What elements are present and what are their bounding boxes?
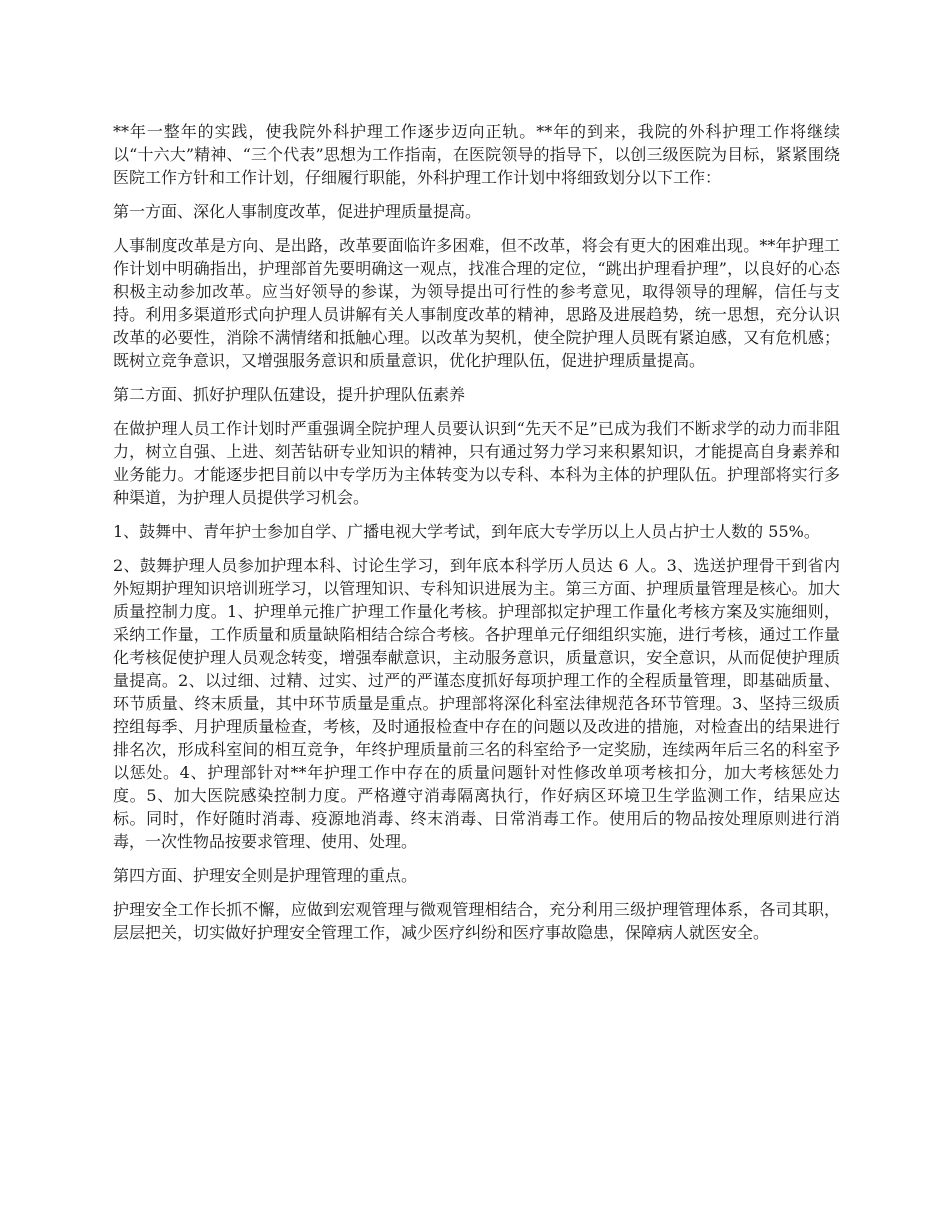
intro-paragraph: **年一整年的实践，使我院外科护理工作逐步迈向正轨。**年的到来，我院的外科护理工作将继续以“十六大”精神、“三个代表”思想为工作指南，在医院领导的指导下，以创三级医院为目标，紧紧围绕医院工作方针和工作计划，仔细履行职能，外科护理工作计划中将细致划分以下工作： <box>113 122 840 187</box>
section-body-1: 人事制度改革是方向、是出路，改革要面临许多困难，但不改革，将会有更大的困难出现。**年护理工作计划中明确指出，护理部首先要明确这一观点，找准合理的定位，“跳出护理看护理”，以良好的心态积极主动参加改革。应当好领导的参谋，为领导提出可行性的参考意见，取得领导的理解，信任与支持。利用多渠道形式向护理人员讲解有关人事制度改革的精神，思路及进展趋势，统一思想，充分认识改革的必要性，消除不满情绪和抵触心理。以改革为契机，使全院护理人员既有紧迫感，又有危机感；既树立竞争意识，又增强服务意识和质量意识，优化护理队伍，促进护理质量提高。 <box>113 236 840 370</box>
section-body-4: 护理安全工作长抓不懈，应做到宏观管理与微观管理相结合，充分利用三级护理管理体系，各司其职，层层把关，切实做好护理安全管理工作，减少医疗纠纷和医疗事故隐患，保障病人就医安全。 <box>113 900 840 942</box>
document-page <box>113 120 840 955</box>
list-item-1: 1、鼓舞中、青年护士参加自学、广播电视大学考试，到年底大专学历以上人员占护士人数的 55%。 <box>113 522 820 541</box>
section-heading-2: 第二方面、抓好护理队伍建设，提升护理队伍素养 <box>113 385 466 404</box>
list-item-2-and-section-3: 2、鼓舞护理人员参加护理本科、讨论生学习，到年底本科学历人员达 6 人。3、选送护理骨干到省内外短期护理知识培训班学习，以管理知识、专科知识进展为主。第三方面、护理质量管理是核心。加大质量控制力度。1、护理单元推广护理工作量化考核。护理部拟定护理工作量化考核方案及实施细则，采纳工作量，工作质量和质量缺陷相结合综合考核。各护理单元仔细组织实施，进行考核，通过工作量化考核促使护理人员观念转变，增强奉献意识，主动服务意识，质量意识，安全意识，从而促使护理质量提高。2、以过细、过精、过实、过严的严谨态度抓好每项护理工作的全程质量管理，即基础质量、环节质量、终末质量，其中环节质量是重点。护理部将深化科室法律规范各环节管理。3、坚持三级质控组每季、月护理质量检查，考核，及时通报检查中存在的问题以及改进的措施，对检查出的结果进行排名次，形成科室间的相互竞争，年终护理质量前三名的科室给予一定奖励，连续两年后三名的科室予以惩处。4、护理部针对**年护理工作中存在的质量问题针对性修改单项考核扣分，加大考核惩处力度。5、加大医院感染控制力度。严格遵守消毒隔离执行，作好病区环境卫生学监测工作，结果应达标。同时，作好随时消毒、疫源地消毒、终末消毒、日常消毒工作。使用后的物品按处理原则进行消毒，一次性物品按要求管理、使用、处理。 <box>113 556 840 851</box>
section-heading-4: 第四方面、护理安全则是护理管理的重点。 <box>113 866 418 885</box>
section-body-2: 在做护理人员工作计划时严重强调全院护理人员要认识到“先天不足”已成为我们不断求学的动力而非阻力，树立自强、上进、刻苦钻研专业知识的精神，只有通过努力学习来积累知识，才能提高自身素养和业务能力。才能逐步把目前以中专学历为主体转变为以专科、本科为主体的护理队伍。护理部将实行多种渠道，为护理人员提供学习机会。 <box>113 419 840 507</box>
section-heading-1: 第一方面、深化人事制度改革，促进护理质量提高。 <box>113 202 482 221</box>
